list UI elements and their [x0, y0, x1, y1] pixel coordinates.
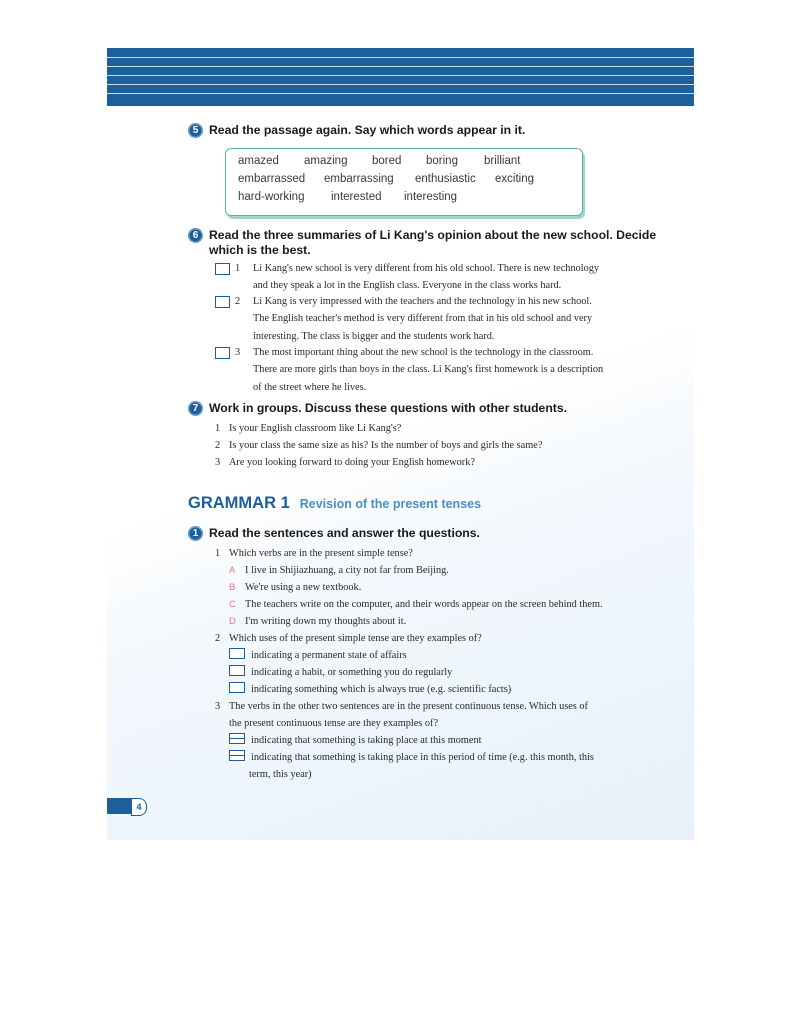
- example-sentence: [229, 580, 361, 595]
- use-text: term, this year): [249, 769, 312, 780]
- question-text: Are you looking forward to doing your English homework?: [229, 457, 475, 468]
- summary-line: Li Kang is very impressed with the teachers and the technology in his new school.: [253, 296, 592, 307]
- band-line: [107, 57, 694, 58]
- word-box: [225, 148, 583, 216]
- exercise-instruction: Read the passage again. Say which words appear in it.: [209, 123, 526, 137]
- grammar-question-3: [215, 699, 588, 714]
- answer-checkbox[interactable]: [215, 263, 230, 275]
- sentence-letter: D: [229, 616, 236, 627]
- summary-line: and they speak a lot in the English class. Everyone in the class works hard.: [253, 280, 562, 292]
- answer-checkbox[interactable]: [229, 665, 245, 676]
- summary-line: The English teacher's method is very different from that in his old school and very: [253, 313, 593, 325]
- word: bored: [372, 155, 402, 167]
- word: exciting: [495, 173, 534, 185]
- sentence-letter: A: [229, 565, 236, 576]
- use-option: [229, 682, 511, 697]
- summary-number: 2: [235, 296, 241, 307]
- summary-line: There are more girls than boys in the class. Li Kang's first homework is a description: [253, 364, 604, 376]
- example-sentence: [229, 563, 449, 578]
- page-number: 4: [131, 798, 147, 816]
- question-number: 1: [215, 423, 221, 434]
- grammar-question-1: [215, 546, 413, 561]
- example-sentence: [229, 597, 603, 612]
- question-text: Is your English classroom like Li Kang's?: [229, 423, 402, 434]
- answer-checkbox[interactable]: [229, 750, 245, 761]
- summary-line: Li Kang's new school is very different from his old school. There is new technology: [253, 263, 600, 274]
- sentence-text: I live in Shijiazhuang, a city not far from Beijing.: [245, 565, 449, 576]
- sentence-text: I'm writing down my thoughts about it.: [245, 616, 407, 627]
- question-number: 3: [215, 457, 221, 468]
- exercise-instruction: Work in groups. Discuss these questions with other students.: [209, 401, 568, 415]
- header-band: [107, 48, 694, 106]
- grammar-question-3-cont: [229, 716, 438, 731]
- grammar-title: GRAMMAR 1: [188, 494, 290, 512]
- answer-checkbox[interactable]: [215, 296, 230, 308]
- grammar-exercise-1-heading: [188, 526, 480, 541]
- exercise-instruction: [209, 228, 656, 258]
- use-option: [229, 648, 407, 663]
- summary-number: 3: [235, 347, 241, 358]
- summary-number: 1: [235, 263, 241, 274]
- sentence-text: The teachers write on the computer, and their words appear on the screen behind them.: [245, 599, 603, 610]
- question-text: Is your class the same size as his? Is the number of boys and girls the same?: [229, 440, 543, 451]
- instruction-line: which is the best.: [209, 243, 311, 257]
- answer-checkbox[interactable]: [229, 682, 245, 693]
- question-number: 2: [215, 440, 221, 451]
- exercise-number-badge: 6: [188, 228, 203, 243]
- answer-checkbox[interactable]: [229, 733, 245, 744]
- use-option: [229, 733, 482, 748]
- use-option: [229, 665, 452, 680]
- band-line: [107, 75, 694, 76]
- exercise-5-heading: [188, 123, 525, 138]
- summary-line: The most important thing about the new school is the technology in the classroom.: [253, 347, 594, 358]
- sentence-letter: C: [229, 599, 236, 610]
- word: brilliant: [484, 155, 521, 167]
- word: embarrassed: [238, 173, 306, 185]
- word: interested: [331, 191, 382, 203]
- word: amazing: [304, 155, 348, 167]
- discussion-question: [215, 421, 401, 436]
- textbook-page: [107, 48, 694, 840]
- grammar-heading: [188, 494, 481, 513]
- summary-line: of the street where he lives.: [253, 381, 367, 393]
- discussion-question: [215, 455, 475, 470]
- question-text: Which verbs are in the present simple tense?: [229, 548, 413, 559]
- summary-text: [253, 344, 633, 396]
- question-number: 1: [215, 548, 221, 559]
- word: boring: [426, 155, 458, 167]
- word: interesting: [404, 191, 458, 203]
- question-number: 2: [215, 633, 221, 644]
- answer-checkbox[interactable]: [229, 648, 245, 659]
- exercise-number-badge: 1: [188, 526, 203, 541]
- exercise-instruction: Read the sentences and answer the questions.: [209, 526, 480, 540]
- grammar-subtitle: Revision of the present tenses: [299, 497, 482, 511]
- use-option-cont: [249, 767, 312, 782]
- band-line: [107, 84, 694, 85]
- discussion-question: [215, 438, 542, 453]
- band-line: [107, 93, 694, 94]
- word: hard-working: [238, 191, 305, 203]
- use-text: indicating that something is taking place at this moment: [251, 735, 482, 746]
- example-sentence: [229, 614, 406, 629]
- question-number: 3: [215, 701, 221, 712]
- sentence-text: We're using a new textbook.: [245, 582, 362, 593]
- question-text: the present continuous tense are they examples of?: [229, 718, 439, 729]
- exercise-6-heading: [188, 228, 656, 258]
- exercise-number-badge: 7: [188, 401, 203, 416]
- use-option: [229, 750, 594, 765]
- question-text: The verbs in the other two sentences are in the present continuous tense. Which uses of: [229, 701, 588, 712]
- use-text: indicating that something is taking place in this period of time (e.g. this month, this: [251, 752, 594, 763]
- use-text: indicating something which is always true (e.g. scientific facts): [251, 684, 512, 695]
- question-text: Which uses of the present simple tense are they examples of?: [229, 633, 482, 644]
- instruction-line: Read the three summaries of Li Kang's opinion about the new school. Decide: [209, 228, 657, 242]
- exercise-7-heading: [188, 401, 567, 416]
- summary-text: [253, 260, 633, 295]
- grammar-question-2: [215, 631, 482, 646]
- exercise-number-badge: 5: [188, 123, 203, 138]
- use-text: indicating a permanent state of affairs: [251, 650, 407, 661]
- summary-text: [253, 293, 633, 345]
- summary-line: interesting. The class is bigger and the students work hard.: [253, 330, 495, 342]
- word: amazed: [238, 155, 279, 167]
- word: embarrassing: [324, 173, 394, 185]
- answer-checkbox[interactable]: [215, 347, 230, 359]
- use-text: indicating a habit, or something you do regularly: [251, 667, 453, 678]
- band-line: [107, 66, 694, 67]
- sentence-letter: B: [229, 582, 236, 593]
- word: enthusiastic: [415, 173, 476, 185]
